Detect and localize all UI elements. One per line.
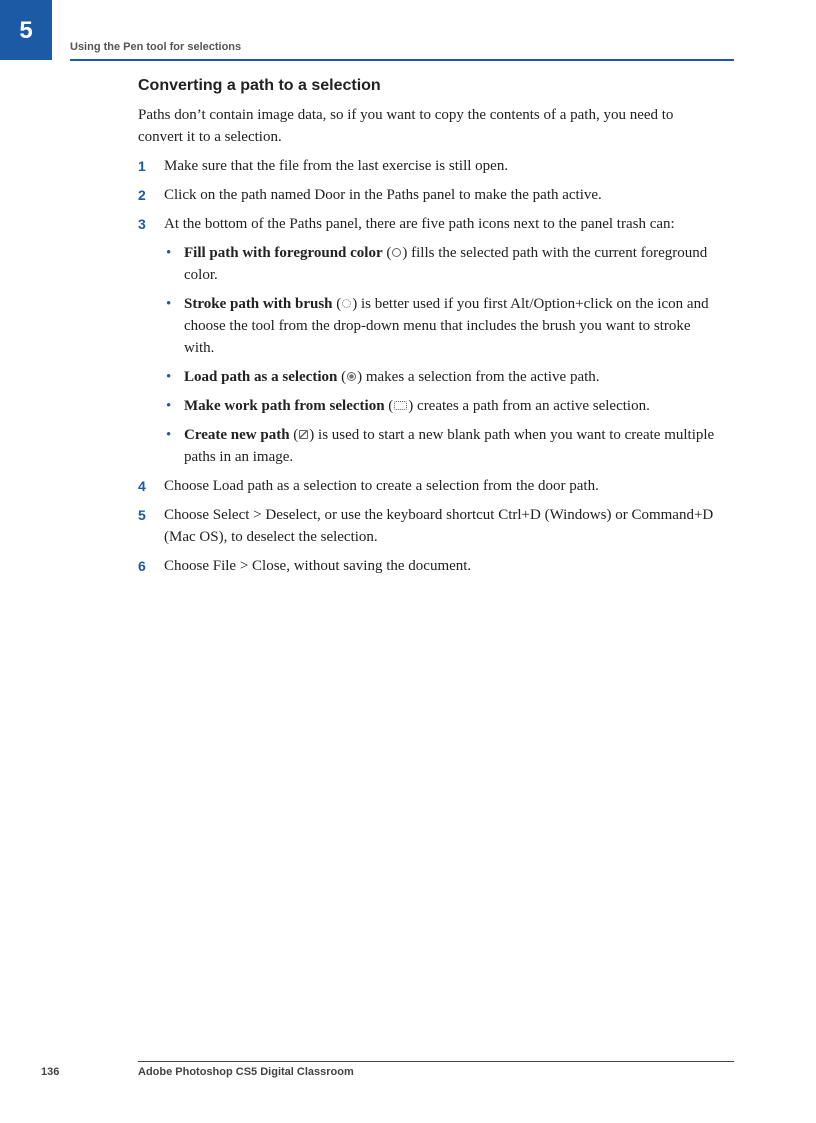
chapter-number-tab [0, 0, 52, 60]
step-item [138, 213, 718, 468]
load-selection-icon [347, 372, 356, 381]
header-rule [70, 59, 734, 61]
step-item [138, 475, 718, 497]
bullet-term: Stroke path with brush [184, 296, 333, 312]
bullet-marker: • [166, 398, 172, 414]
bullet-item: • Fill path with foreground color ( ) fills the selected path with the current foreground color. [164, 242, 718, 286]
step-text: Make sure that the file from the last exercise is still open. [164, 158, 509, 174]
chapter-number: 5 [19, 17, 33, 44]
bullet-text: creates a path from an active selection. [417, 398, 650, 414]
step-item [138, 155, 718, 177]
step-item [138, 555, 718, 577]
bullet-marker: • [166, 245, 172, 261]
step-text: Choose Select > Deselect, or use the keyboard shortcut Ctrl+D (Windows) or Command+D (Mac OS), to deselect the selection. [164, 507, 714, 545]
make-work-path-icon [394, 401, 407, 410]
bullet-term: Create new path [184, 427, 290, 443]
bullet-term: Make work path from selection [184, 398, 385, 414]
bullet-marker: • [166, 427, 172, 443]
bullet-term: Load path as a selection [184, 369, 338, 385]
new-path-icon [299, 430, 308, 439]
bullet-item: • Stroke path with brush ( ) is better used if you first Alt/Option+click on the icon and choose the tool from the drop-down menu that includes the brush you want to stroke with. [164, 293, 718, 359]
bullet-text: is better used if you first Alt/Option+click on the icon and choose the tool from the drop-down menu that includes the brush you want to stroke with. [184, 296, 709, 356]
bullet-marker: • [166, 369, 172, 385]
footer-book-title: Adobe Photoshop CS5 Digital Classroom [138, 1066, 354, 1078]
step-text: Click on the path named Door in the Paths panel to make the path active. [164, 187, 602, 203]
bullet-text: fills the selected path with the current foreground color. [184, 245, 708, 283]
path-icons-list [164, 242, 718, 468]
step-number: 3 [138, 216, 146, 232]
bullet-marker: • [166, 296, 172, 312]
bullet-item: • Create new path ( ) is used to start a new blank path when you want to create multiple paths in an image. [164, 424, 718, 468]
step-number: 6 [138, 558, 146, 574]
steps-list [138, 155, 718, 577]
step-number: 4 [138, 478, 146, 494]
step-item [138, 504, 718, 548]
step-number: 1 [138, 158, 146, 174]
intro-paragraph: Paths don’t contain image data, so if you want to copy the contents of a path, you need to convert it to a selection. [138, 107, 674, 145]
bullet-item: • Load path as a selection ( ) makes a selection from the active path. [164, 366, 718, 388]
bullet-term: Fill path with foreground color [184, 245, 383, 261]
step-number: 2 [138, 187, 146, 203]
running-head: Using the Pen tool for selections [70, 41, 242, 53]
step-text: Choose File > Close, without saving the document. [164, 558, 472, 574]
stroke-path-icon [342, 299, 351, 308]
footer-rule [138, 1061, 734, 1062]
step-text: At the bottom of the Paths panel, there are five path icons next to the panel trash can: [164, 216, 675, 232]
page-content [138, 76, 718, 577]
step-number: 5 [138, 507, 146, 523]
bullet-text: is used to start a new blank path when you want to create multiple paths in an image. [184, 427, 715, 465]
page-number: 136 [41, 1066, 60, 1078]
bullet-item: • Make work path from selection ( ) creates a path from an active selection. [164, 395, 718, 417]
bullet-text: makes a selection from the active path. [365, 369, 600, 385]
step-item [138, 184, 718, 206]
step-text: Choose Load path as a selection to create a selection from the door path. [164, 478, 599, 494]
section-title: Converting a path to a selection [138, 77, 381, 94]
fill-path-icon [392, 248, 401, 257]
